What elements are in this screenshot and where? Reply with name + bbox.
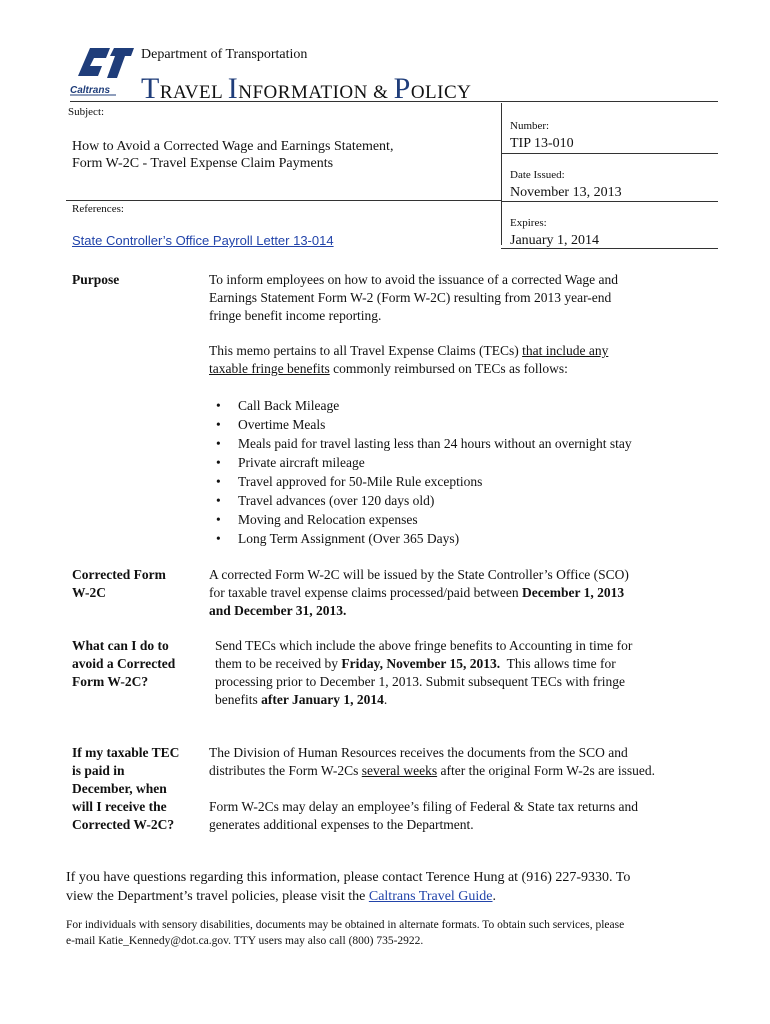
purpose-paragraph-2 <box>209 342 608 378</box>
label-line: If my taxable TEC <box>72 745 180 760</box>
label-line: will I receive the <box>72 799 167 814</box>
caltrans-logo <box>70 44 140 98</box>
logo-text: Caltrans <box>70 85 111 96</box>
text-span: for taxable travel expense claims processed/paid between <box>209 585 522 600</box>
text-span: This memo pertains to all Travel Expense Claims (TECs) <box>209 343 523 358</box>
text-line: A corrected Form W-2C will be issued by the State Controller’s Office (SCO) <box>209 567 629 582</box>
label-line: Form W-2C? <box>72 674 149 689</box>
list-item: • Long Term Assignment (Over 365 Days) <box>209 529 632 548</box>
label-line: Corrected Form <box>72 567 166 582</box>
text-line: For individuals with sensory disabilities, documents may be obtained in alternate formats. To obtain such services, please <box>66 919 625 931</box>
avoid-corrected-text <box>215 637 632 709</box>
text-span: commonly reimbursed on TECs as follows: <box>329 361 568 376</box>
department-name: Department of Transportation <box>141 47 308 62</box>
list-item: • Call Back Mileage <box>209 396 632 415</box>
text-span: after the original Form W-2s are issued. <box>437 763 656 778</box>
label-line: avoid a Corrected <box>72 656 176 671</box>
underlined-text: that include any <box>522 343 609 358</box>
label-line: What can I do to <box>72 638 169 653</box>
date-underline <box>501 201 718 202</box>
text-span: . <box>383 692 388 707</box>
date-label: Date Issued: <box>510 169 565 181</box>
date-value: November 13, 2013 <box>510 185 622 200</box>
title-part: RAVEL <box>159 82 228 103</box>
text-span: distributes the Form W-2Cs <box>209 763 362 778</box>
text-line: To inform employees on how to avoid the issuance of a corrected Wage and <box>209 272 618 287</box>
paid-in-december-text-1 <box>209 744 655 780</box>
text-line: Form W-2Cs may delay an employee’s filing of Federal & State tax returns and <box>209 799 639 814</box>
underlined-text: several weeks <box>361 763 438 778</box>
title-part: T <box>141 72 160 105</box>
text-line: generates additional expenses to the Department. <box>209 817 474 832</box>
corrected-form-label <box>72 566 166 602</box>
title-part: I <box>227 72 239 105</box>
paid-in-december-label <box>72 744 179 834</box>
list-item: • Private aircraft mileage <box>209 453 632 472</box>
avoid-corrected-label <box>72 637 175 691</box>
subject-line-2: Form W-2C - Travel Expense Claim Payments <box>72 156 334 171</box>
references-label: References: <box>72 203 124 215</box>
title-part: NFORMATION & <box>238 82 394 103</box>
number-underline <box>501 153 718 154</box>
bold-text: and December 31, 2013. <box>209 603 347 618</box>
text-line: If you have questions regarding this information, please contact Terence Hung at (916) 227-9330. To <box>66 870 631 885</box>
label-line: December, when <box>72 781 167 796</box>
title-part: OLICY <box>410 82 472 103</box>
fringe-benefit-list <box>209 396 632 548</box>
underlined-text: taxable fringe benefits <box>209 361 330 376</box>
label-line: is paid in <box>72 763 125 778</box>
list-item: • Travel advances (over 120 days old) <box>209 491 632 510</box>
label-line: Corrected W-2C? <box>72 817 175 832</box>
expires-value: January 1, 2014 <box>510 233 600 248</box>
text-span: them to be received by <box>215 656 342 671</box>
paid-in-december-text-2 <box>209 798 638 834</box>
label-line: W-2C <box>72 585 106 600</box>
purpose-label: Purpose <box>72 272 120 287</box>
text-line: The Division of Human Resources receives the documents from the SCO and <box>209 745 628 760</box>
list-item: • Moving and Relocation expenses <box>209 510 632 529</box>
text-span: . <box>492 889 497 904</box>
text-span: This allows time for <box>500 656 616 671</box>
bold-text: Friday, November 15, 2013. <box>341 656 501 671</box>
bold-text: after January 1, 2014 <box>261 692 384 707</box>
purpose-paragraph-1 <box>209 271 618 325</box>
text-span: benefits <box>215 692 262 707</box>
text-line: Earnings Statement Form W-2 (Form W-2C) resulting from 2013 year-end <box>209 290 612 305</box>
accessibility-note <box>66 918 624 949</box>
travel-guide-link[interactable]: Caltrans Travel Guide <box>368 889 493 904</box>
text-span: view the Department’s travel policies, please visit the <box>66 889 369 904</box>
text-line: fringe benefit income reporting. <box>209 308 382 323</box>
number-label: Number: <box>510 120 550 132</box>
list-item: • Meals paid for travel lasting less than 24 hours without an overnight stay <box>209 434 632 453</box>
contact-paragraph <box>66 868 630 906</box>
reference-link[interactable]: State Controller’s Office Payroll Letter 13-014 <box>72 233 334 248</box>
subject-label: Subject: <box>68 106 105 118</box>
expires-label: Expires: <box>510 217 547 229</box>
subject-divider <box>66 200 501 201</box>
title-part: P <box>393 72 411 105</box>
list-item: • Travel approved for 50-Mile Rule exceptions <box>209 472 632 491</box>
text-line: e-mail Katie_Kennedy@dot.ca.gov. TTY users may also call (800) 735-2922. <box>66 934 424 947</box>
list-item: • Overtime Meals <box>209 415 632 434</box>
subject-line-1: How to Avoid a Corrected Wage and Earnings Statement, <box>72 139 394 154</box>
text-line: Send TECs which include the above fringe benefits to Accounting in time for <box>215 638 633 653</box>
meta-column-divider <box>501 103 502 245</box>
corrected-form-text <box>209 566 629 620</box>
header-divider <box>70 101 718 102</box>
text-line: processing prior to December 1, 2013. Submit subsequent TECs with fringe <box>215 674 625 689</box>
number-value: TIP 13-010 <box>510 136 574 151</box>
bold-text: December 1, 2013 <box>522 585 625 600</box>
